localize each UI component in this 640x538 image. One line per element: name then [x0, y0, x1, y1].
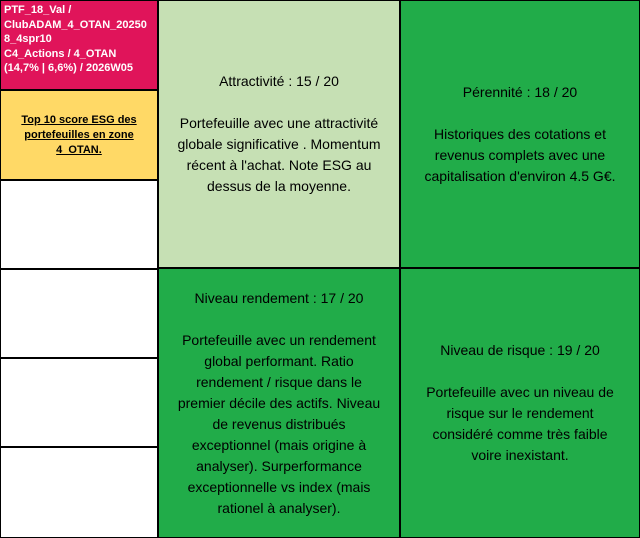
rendement-body: Portefeuille avec un rendement global performant. Ratio rendement / risque dans le premier décile des actifs. Niveau de revenus distribués exceptionnel (mais origine à analyser). Surperformance exceptionnelle vs index (mais rationel à analyser).	[177, 331, 381, 516]
perennite-title: Pérennité : 18 / 20	[462, 83, 578, 100]
perennite-body: Historiques des cotations et revenus complets avec une capitalisation d'environ 4.5 G€.	[424, 125, 616, 184]
portfolio-title-cell	[0, 0, 158, 90]
attractivite-title: Attractivité : 15 / 20	[219, 73, 339, 89]
portfolio-title-line: PTF_18_Val /	[4, 4, 72, 16]
rendement-title: Niveau rendement : 17 / 20	[194, 289, 364, 306]
empty-cell-1	[0, 180, 158, 269]
portfolio-title-line: (14,7% | 6,6%) / 2026W05	[4, 62, 134, 74]
portfolio-title-line: C4_Actions / 4_OTAN	[4, 47, 117, 60]
esg-label-text: Top 10 score ESG des portefeuilles en zone 4_OTAN.	[21, 113, 137, 156]
empty-cell-2	[0, 269, 158, 358]
risque-body: Portefeuille avec un niveau de risque sur le rendement considéré comme très faible voire inexistant.	[426, 384, 614, 463]
empty-cell-3	[0, 358, 158, 447]
esg-label-cell	[0, 90, 158, 180]
portfolio-title-line: ClubADAM_4_OTAN_20250	[4, 18, 147, 31]
empty-cell-4	[0, 447, 158, 538]
attractivite-panel	[158, 0, 400, 268]
portfolio-title-line: 8_4spr10	[4, 33, 52, 45]
perennite-panel	[400, 0, 640, 268]
risque-title: Niveau de risque : 19 / 20	[440, 342, 600, 358]
risque-panel	[400, 268, 640, 538]
rendement-panel	[158, 268, 400, 538]
attractivite-body: Portefeuille avec une attractivité globale significative . Momentum récent à l'achat. Note ESG au dessus de la moyenne.	[177, 115, 381, 194]
